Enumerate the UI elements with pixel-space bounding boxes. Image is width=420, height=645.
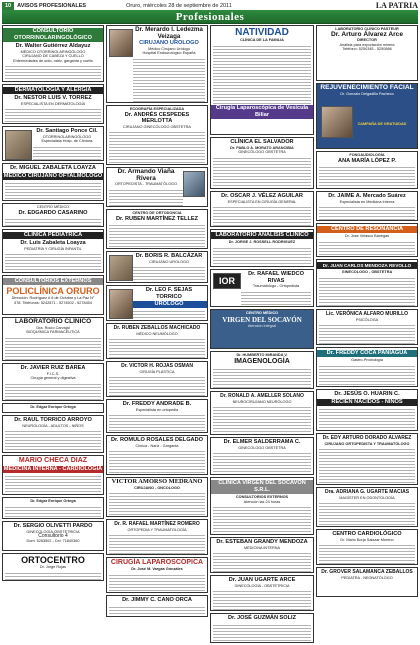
- ad-clinica-pediatrica: [2, 229, 104, 273]
- ad-title: Dr. GROVER SALAMANCA ZEBALLOS: [321, 569, 413, 575]
- ad-zabaleta-oftalmologo: [2, 163, 104, 201]
- ad-subtitle: MAGÍSTER EN ODONTOLOGÍA: [339, 495, 395, 500]
- ad-subtitle: GINECOLOGÍA-OBSTETRICIA: [26, 529, 80, 534]
- ad-text: Médico Cirujano Urólogo: [148, 46, 190, 51]
- ad-rejuvenecimiento: [316, 83, 418, 149]
- doctor-photo: [109, 289, 133, 319]
- ad-category: CLÍNICA PEDIÁTRICA: [3, 232, 103, 239]
- ad-subtitle: Dr. JORGE J. ROSSELL RODRIGUEZ: [228, 240, 296, 244]
- ad-ameller: [210, 391, 314, 435]
- ad-sejas: [106, 285, 208, 321]
- ad-title: Dr. Santiago Ponce Cil.: [36, 128, 98, 134]
- ad-subtitle: Dr. Jose Velasco Banegas: [344, 234, 390, 238]
- ad-ior: [210, 269, 314, 307]
- doctor-photo: [5, 130, 32, 160]
- ad-subtitle: Dr. RUBEN MARTÍNEZ TELLEZ: [115, 215, 199, 222]
- ad-imagenologia: [210, 351, 314, 389]
- ad-martinez-ortodoncia: [106, 209, 208, 249]
- ad-subtitle: GINECOLOGO - OBSTETRA: [341, 270, 393, 274]
- ad-text: CIRUJANO DE CABEZA Y CUELLO: [22, 54, 84, 59]
- ad-title: Dr. BORIS R. BALCÁZAR: [135, 253, 203, 259]
- ad-subtitle: Dr. José M. Vargas Gonzáles: [131, 567, 183, 571]
- ad-subtitle: Dra. Rocío Carvajal: [36, 325, 70, 330]
- ad-laparoscopica: [106, 557, 208, 593]
- ad-body-text: [109, 188, 183, 207]
- ad-title: Dr. ESTEBAN GRANDY MENDOZA: [216, 539, 308, 545]
- ad-subtitle: Gastro-Proctología: [351, 358, 383, 362]
- ad-title: Dr. Edgar Enrique Ortega: [30, 499, 76, 503]
- ad-subtitle: Dr. Jorge Rojas: [39, 565, 67, 569]
- doctor-photo: [109, 29, 133, 57]
- ad-ugarte-arce: [210, 575, 314, 611]
- ad-text: ESPECIALISTA EN DERMATOLOGÍA: [20, 101, 86, 106]
- ad-title: Dr. Walter Gutiérrez Aldayuz: [15, 43, 91, 49]
- ad-subtitle: MEDICINA INTERNA - CARDIOLOGÍA: [3, 466, 103, 472]
- doctor-photo: [321, 106, 353, 138]
- ad-laboratorio-clinico: [2, 317, 104, 361]
- ad-mercado: [316, 191, 418, 221]
- ad-title: Dr. MIGUEL ZABALETA LOAYZA: [10, 165, 96, 171]
- ad-subtitle: CIRUJANO - ONCOLOGO: [134, 485, 180, 490]
- ad-body-text: [213, 451, 311, 475]
- ad-title: Dr. ROMULO ROSALES DELGADO: [111, 437, 203, 443]
- ad-text: CAMPAÑA DE GRATUIDAD: [357, 122, 407, 127]
- ad-body-text: [319, 364, 415, 387]
- ad-body-text: [109, 449, 205, 475]
- ad-amorso: [106, 477, 208, 517]
- ad-guzman: [210, 613, 314, 643]
- ad-title: LABORATORIO CLÍNICO PASTEUR: [335, 27, 399, 31]
- ad-body-text: [319, 323, 415, 345]
- ad-title: Dr. FREDDY ANDRADE B.: [122, 401, 192, 407]
- doctor-photo: [109, 255, 133, 281]
- ad-title: LABORATORIO CLÍNICO: [14, 318, 92, 325]
- ad-policlinica: [2, 275, 104, 315]
- ad-subtitle: VIRGEN DEL SOCAVÓN: [222, 315, 302, 324]
- ad-body-text: [133, 265, 205, 283]
- doctor-photo: [183, 171, 205, 197]
- ad-velez: [210, 191, 314, 227]
- ad-body-text: [213, 156, 311, 189]
- publication-name: LA PATRIA: [375, 1, 418, 10]
- ad-natividad: [210, 25, 314, 135]
- ad-subtitle: Dr. ANDRÉS CESPEDES MERLOTTA: [124, 111, 190, 125]
- ad-title: ECOGRAFÍA ESPECIALIZADA: [129, 107, 185, 111]
- ad-el-salvador: [210, 137, 314, 189]
- ad-dermatologia: [2, 84, 104, 124]
- ad-body-text: [109, 573, 205, 593]
- ad-body-text: [109, 130, 205, 165]
- page-header: [2, 1, 418, 10]
- ad-ugarte-macias: [316, 487, 418, 527]
- ad-casarino: [2, 203, 104, 227]
- ad-text: Consultorio 4: [38, 533, 68, 540]
- ad-body-text: [5, 336, 101, 361]
- ad-title: Dr. JESÚS O. HUARIN C.: [334, 391, 400, 397]
- ad-body-text: [109, 491, 205, 517]
- ad-title: Dr. LEO F. SEJAS TORRICO: [145, 287, 193, 300]
- ad-body-text: [213, 246, 311, 267]
- ad-body-text: [319, 205, 415, 221]
- ad-grandy: [210, 537, 314, 573]
- ad-title: Dr. EDY ARTURO DORADO ALVAREZ: [322, 435, 412, 441]
- ad-title: CIRUGÍA LAPAROSCÓPICA: [110, 559, 204, 566]
- ad-title: FONOAUDIOLOGÍA: [349, 153, 385, 157]
- ad-subtitle: Dr. RAFAEL WIEDCO RIVAS: [248, 271, 304, 284]
- ad-text: Teléfono: 5250345 - 5250886: [342, 47, 392, 52]
- ad-subtitle: PSICÓLOGA: [355, 317, 379, 322]
- ad-title: Dr. Merardo I. Ledezma Veizaga: [135, 26, 203, 40]
- section-title: Profesionales: [175, 10, 245, 23]
- ad-body-text: [213, 623, 311, 644]
- ad-body-text: [109, 605, 205, 618]
- ad-title: Dr. SERGIO OLIVETTI PARDO: [13, 523, 93, 529]
- issue-date: Oruro, miércoles 28 de septiembre de 2011: [126, 2, 232, 9]
- ad-title: NATIVIDAD: [235, 27, 289, 38]
- ad-subtitle: MÉDICO OTORRINOLARINGÓLOGO: [20, 49, 86, 54]
- ad-category: CONSULTORIO OTORRINOLARINGOLÓGICO: [3, 28, 103, 42]
- ad-coca: [316, 347, 418, 387]
- ad-subtitle: GINECOLOGÍA - OBSTETRICIA: [234, 583, 290, 588]
- ad-text: DIRECTOR: [357, 38, 377, 43]
- ad-checa-diaz: [2, 455, 104, 495]
- ad-title: VICTOR AMORSO MEDRANO: [111, 478, 203, 485]
- ad-subtitle: ORTOPEDIA Y TRAUMATOLOGÍA: [127, 527, 187, 532]
- ad-title: Dr. VICTOR H. ROJAS OSMAN: [121, 363, 193, 369]
- ad-text: Dom: 5283502 - Cel: 71840360: [26, 538, 80, 543]
- ad-subtitle: CIRUJANO ORTOPEDISTA Y TRAUMATÓLOGO: [324, 441, 410, 446]
- ad-torrico: [2, 415, 104, 453]
- ad-body-text: [319, 165, 415, 189]
- ad-subtitle: GINECOLOGO OBSTETRA: [238, 445, 286, 450]
- ad-rosales: [106, 435, 208, 475]
- ad-ortega: [2, 403, 104, 413]
- section-banner: [2, 10, 418, 24]
- ad-subtitle: PEDIATRÍA Y CIRUGÍA INFANTIL: [24, 246, 82, 251]
- ad-title: LABORATORIO ANÁLISIS CLÍNICO: [211, 232, 313, 239]
- ad-zeballos: [106, 323, 208, 359]
- ad-title: Dr. JUAN CARLOS MENDOZA REVOLLO: [317, 262, 417, 269]
- ad-body-text: [5, 217, 101, 227]
- ad-title: Dr. Luis Zabaleta Loayza: [20, 240, 86, 246]
- ad-subtitle: Especialista en Medicina Interna: [339, 199, 395, 204]
- ad-body-text: [5, 505, 101, 519]
- ad-subtitle: Clínica - Nariz - Garganta: [135, 443, 179, 448]
- ad-subtitle: CIRUJANO UROLOGO: [139, 40, 199, 46]
- ad-text: CONSULTORIOS EXTERNOS: [235, 495, 289, 499]
- ad-body-text: [33, 145, 101, 161]
- ad-body-text: [319, 501, 415, 527]
- ad-body-text: [133, 57, 205, 103]
- ad-category: CONSULTORIOS EXTERNOS: [3, 278, 103, 285]
- ad-title: Dr. OSCAR J. VÉLEZ AGUILAR: [221, 193, 303, 199]
- ad-body-text: [5, 64, 101, 82]
- ad-subtitle: ANA MARÍA LÓPEZ P.: [338, 157, 396, 164]
- ad-title: Dr. RUBEN ZEBALLOS MACHICADO: [113, 325, 201, 331]
- column-4: [316, 25, 418, 599]
- ad-title: Dr. Edgar Enrique Ortega: [30, 405, 76, 409]
- ad-title: Dr. JAVIER RUIZ BAREA: [20, 365, 86, 371]
- ad-body-text: [319, 240, 415, 257]
- ad-salamanca: [316, 567, 418, 597]
- ad-title: REJUVENECIMIENTO FACIAL: [320, 84, 414, 91]
- ad-title: POLICLÍNICA ORURO: [6, 286, 100, 296]
- ad-subtitle: MÉDICO NEUMÓLOGO: [136, 331, 178, 336]
- ad-body-text: [109, 413, 205, 433]
- ad-title: IMAGENOLOGÍA: [234, 357, 290, 365]
- ad-text: Enfermedades de oído, nariz, garganta y cuello: [13, 58, 93, 63]
- ad-body-text: [213, 505, 311, 535]
- ad-subtitle: Dr. Arturo Álvarez Arce: [330, 30, 404, 38]
- ad-body-text: [319, 276, 415, 307]
- ad-body-text: [5, 252, 101, 273]
- ad-clinica-socavon: [210, 477, 314, 535]
- ad-laboratorio-rossell: [210, 229, 314, 267]
- ad-olivetti: [2, 521, 104, 551]
- ad-title: Dr. ELMER SALDERRAMA C.: [223, 439, 301, 445]
- ad-title: Dr. JIMMY C. CANO ORCA: [122, 597, 192, 603]
- ad-title: Dr. JUAN UGARTE ARCE: [228, 577, 296, 583]
- ad-pasteur: [316, 25, 418, 81]
- ad-highlight: Cirugía Laparoscópica de Vesícula Biliar: [211, 105, 313, 119]
- ad-body-text: [109, 337, 205, 359]
- ad-cano-orca: [106, 595, 208, 617]
- ad-huarin: [316, 389, 418, 431]
- ad-subtitle: Dr. HUMBERTO MIRANDA V.: [236, 353, 288, 357]
- ad-subtitle: MÉDICO CIRUJANO OFTALMÓLOGO: [3, 172, 103, 179]
- ad-cardiologico: [316, 529, 418, 565]
- ad-fonoaudiologia: [316, 151, 418, 189]
- ad-subtitle: F.I.C.S.: [46, 371, 60, 376]
- ad-resonancia: [316, 223, 418, 257]
- ad-subtitle: UROLOGO: [131, 301, 207, 308]
- ad-otorrino-gutierrez: [2, 25, 104, 82]
- ad-ortega-2: [2, 497, 104, 519]
- ad-ledezma: [106, 25, 208, 103]
- ad-subtitle: MEDICINA INTERNA: [243, 545, 281, 550]
- ad-subtitle: CIRUJANO UROLOGO: [149, 259, 189, 264]
- ad-body-text: [213, 367, 311, 389]
- ad-title: Dr. RAUL TORRICO ARROYO: [14, 417, 92, 423]
- ad-subtitle: PEDIATRA - NEONATÓLOGO: [341, 575, 393, 580]
- ad-subtitle: NEUROLOGÍA - ADULTOS - NIÑOS: [22, 423, 84, 428]
- ad-ruiz-barea: [2, 363, 104, 401]
- ad-text: Análisis para exportación minera: [339, 42, 395, 47]
- ad-subtitle: NEUROCIRUJANO NEURÓLOGO: [232, 399, 292, 404]
- ad-title: Dra. ADRIANA G. UGARTE MACIAS: [324, 489, 410, 495]
- ad-title: Lic. VERÓNICA ALFARO MURILLO: [325, 311, 409, 317]
- ad-title: CENTRO DE RESONANCIA: [317, 226, 417, 233]
- ad-text: 578. Teléfonos: 5242871 - 5274502 - 5278454: [14, 300, 92, 305]
- column-2: [106, 25, 208, 619]
- ad-subtitle: ORTOPEDISTA - TRAUMATÓLOGO: [115, 182, 177, 186]
- ad-text: CENTRO MÉDICO: [36, 205, 70, 209]
- ad-alfaro: [316, 309, 418, 345]
- ad-title: CENTRO MÉDICO: [245, 311, 279, 315]
- ad-body-text: [213, 205, 311, 227]
- ad-centro-socavon: [210, 309, 314, 349]
- ad-viana: [106, 167, 208, 207]
- ad-subtitle: CIRUGÍA PLÁSTICA: [139, 369, 175, 374]
- ad-ponce: [2, 126, 104, 161]
- ad-text: GINECÓLOGO OBSTETRA: [238, 150, 286, 155]
- ad-body-text: [319, 543, 415, 565]
- ad-body-text: [133, 309, 205, 321]
- ad-martinez-romero: [106, 519, 208, 555]
- ad-body-text: [5, 474, 101, 495]
- ad-title: MARIO CHECA DIAZ: [18, 457, 88, 464]
- ad-mendoza: [316, 259, 418, 307]
- ad-subtitle: Dr. Mario Borja Salazar Moreno: [340, 537, 394, 542]
- ad-title: CLÍNICA VIRGEN DEL SOCAVÓN S.R.L.: [211, 480, 313, 494]
- ad-title: CENTRO DE ORTODONCIA: [132, 211, 182, 215]
- ad-title: Dr. NESTOR LUIS V. TORREZ: [14, 95, 92, 101]
- column-1: [2, 25, 104, 583]
- ad-body-text: [213, 551, 311, 573]
- ad-title: Dr. Armando Viaña Rivera: [117, 168, 175, 182]
- ad-body-text: [213, 44, 311, 104]
- ad-category: DERMATOLOGÍA Y ALERGIA: [3, 87, 103, 94]
- ad-text: CIRUJANO GINECÓLOGO OBSTETRA: [123, 124, 191, 129]
- ad-subtitle: Dr. Gonzalo Delgadillo Pacheco: [340, 91, 394, 96]
- ad-title: CLÍNICA EL SALVADOR: [230, 139, 294, 145]
- ad-subtitle: CLÍNICA DE LA FAMILIA: [240, 38, 284, 42]
- ad-text: Dirección: Rodríguez # 6 de Octubre y La Paz N°: [11, 296, 95, 300]
- ad-body-text: [109, 533, 205, 555]
- ad-subtitle: Dr. PABLO A. MORATO ARANCIBIA: [230, 145, 294, 150]
- ad-text: Atención las 24 horas: [243, 499, 281, 504]
- section-name: AVISOS PROFESIONALES: [17, 2, 87, 9]
- ad-title: Dr. FREDDY COCA PANIAGUA: [317, 350, 417, 357]
- ad-title: Dr. R. RAFAEL MARTÍNEZ ROMERO: [114, 521, 200, 527]
- ad-body-text: [319, 447, 415, 485]
- ad-subtitle: ESPECIALISTA EN CIRUGÍA GENERAL: [227, 199, 297, 204]
- ad-title: ORTOCENTRO: [21, 555, 85, 565]
- ad-body-text: [5, 181, 101, 202]
- ad-text: Traumatólogo - Ortopedista: [252, 284, 300, 288]
- ad-rojas-osman: [106, 361, 208, 397]
- ad-ortocentro: [2, 553, 104, 581]
- ad-body-text: [5, 571, 101, 581]
- ad-text: Especialista Hosp. de Clínicas: [41, 139, 93, 144]
- ad-title: CENTRO CARDIOLÓGICO: [332, 531, 402, 537]
- ad-subtitle: Especialista en ortopedia: [135, 407, 179, 412]
- page-number: 10: [2, 2, 14, 10]
- ad-text: Atención integral: [247, 323, 277, 328]
- ad-salderrama: [210, 437, 314, 475]
- ad-body-text: [213, 589, 311, 611]
- ad-title: Dr. EDGARDO CASARINO: [18, 209, 88, 216]
- ad-body-text: [5, 382, 101, 401]
- ad-body-text: [319, 407, 415, 432]
- ad-subtitle: RECIÉN NACIDOS - NIÑOS: [317, 399, 417, 406]
- column-3: [210, 25, 314, 645]
- ior-logo: IOR: [213, 273, 241, 289]
- ad-body-text: [213, 405, 311, 435]
- ad-title: Dr. JAIME A. Mercado Suárez: [328, 193, 406, 199]
- ad-subtitle: OTORRINOLARINGÓLOGO: [42, 134, 92, 139]
- ad-body-text: [109, 223, 205, 249]
- ad-andrade: [106, 399, 208, 433]
- ad-body-text: [5, 429, 101, 453]
- ad-title: Dr. RONALD A. AMELLER SOLANO: [220, 393, 304, 399]
- ad-body-text: [109, 375, 205, 397]
- ad-cespedes: [106, 105, 208, 165]
- ad-text: Cirugía general y digestiva: [30, 376, 76, 381]
- ad-text: Hospital Endourológico España: [142, 51, 196, 56]
- ad-dorado: [316, 433, 418, 485]
- ad-title: Dr. JOSÉ GUZMÁN SOLIZ: [227, 615, 297, 621]
- ad-balcazar: [106, 251, 208, 283]
- ad-text: BIOQUÍMICA FARMACÉUTICA: [26, 330, 80, 335]
- ad-body-text: [241, 290, 311, 307]
- ad-body-text: [5, 107, 101, 124]
